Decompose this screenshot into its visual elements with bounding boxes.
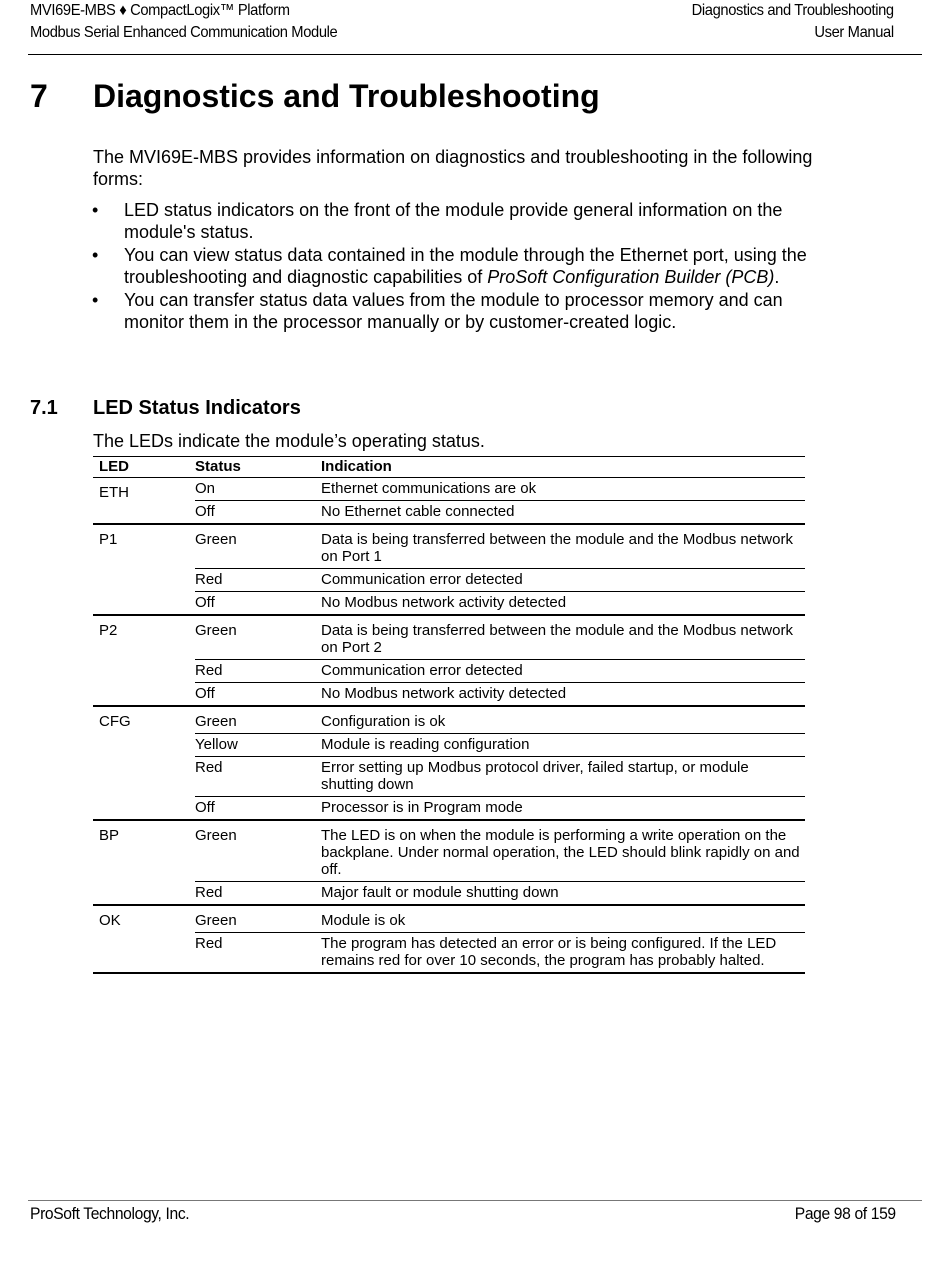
indication-cell: Configuration is ok (321, 706, 805, 734)
led-name-cell: P1 (93, 524, 195, 615)
indication-cell: Module is reading configuration (321, 734, 805, 757)
led-status-table (93, 456, 805, 974)
indication-cell: Module is ok (321, 905, 805, 933)
list-item (93, 289, 843, 333)
status-cell: Red (195, 757, 321, 797)
status-cell: Off (195, 685, 215, 702)
table-row (93, 501, 805, 525)
indication-cell: Communication error detected (321, 660, 805, 683)
intro-bullet-list (93, 199, 843, 333)
indication-cell: No Modbus network activity detected (321, 685, 567, 702)
list-item (93, 199, 843, 243)
header-doc-type: User Manual (814, 24, 894, 41)
status-cell: Off (195, 594, 215, 611)
section-intro: The LEDs indicate the module’s operating status. (93, 431, 485, 451)
bullet-text: You can view status data contained in the module through the Ethernet port, using the troubleshooting and diagnostic capabilities of (124, 245, 807, 287)
status-cell: Green (195, 615, 321, 660)
footer-company: ProSoft Technology, Inc. (30, 1204, 190, 1223)
chapter-title: Diagnostics and Troubleshooting (93, 78, 600, 114)
indication-cell: Data is being transferred between the module and the Modbus network on Port 1 (321, 524, 805, 569)
bullet-glyph: • (92, 290, 99, 310)
table-row (93, 683, 805, 707)
led-name-cell: ETH (93, 478, 195, 525)
indication-cell: Communication error detected (321, 569, 805, 592)
indication-cell: Major fault or module shutting down (321, 884, 559, 901)
led-name-cell: BP (93, 820, 195, 905)
indication-cell: Error setting up Modbus protocol driver, failed startup, or module shutting down (321, 757, 805, 797)
led-name-cell: P2 (93, 615, 195, 706)
table-row (93, 797, 805, 821)
table-row (93, 478, 805, 501)
table-header-row (93, 457, 805, 478)
table-row (93, 660, 805, 683)
header-chapter-name: Diagnostics and Troubleshooting (691, 2, 894, 19)
running-header-left (30, 0, 337, 44)
bullet-text-end: . (774, 267, 780, 287)
led-name-cell: OK (93, 905, 195, 973)
indication-cell: The program has detected an error or is being configured. If the LED remains red for over 10 seconds, the program has probably halted. (321, 933, 805, 974)
indication-cell: Ethernet communications are ok (321, 478, 805, 501)
product-name: ProSoft Configuration Builder (PCB) (487, 267, 775, 287)
table-row (93, 615, 805, 660)
status-cell: Red (195, 660, 321, 683)
list-item (93, 244, 843, 288)
intro-paragraph: The MVI69E-MBS provides information on diagnostics and troubleshooting in the following forms: (93, 147, 813, 189)
status-cell: Red (195, 933, 321, 974)
table-row (93, 882, 805, 906)
section-title: LED Status Indicators (93, 397, 301, 419)
section-number: 7.1 (30, 397, 58, 419)
table-row (93, 933, 805, 974)
table-body (93, 478, 805, 974)
table-row (93, 592, 805, 616)
header-module-name: Modbus Serial Enhanced Communication Module (30, 24, 338, 41)
table-row (93, 905, 805, 933)
bullet-text: You can transfer status data values from the module to processor memory and can monitor them in the processor manually or by customer-created logic. (124, 290, 783, 332)
column-header-status: Status (195, 457, 321, 478)
status-cell: Red (195, 884, 223, 901)
running-header-right (692, 0, 894, 44)
table-row (93, 820, 805, 882)
column-header-indication: Indication (321, 457, 805, 478)
page-number: Page 98 of 159 (795, 1204, 896, 1223)
table-row (93, 569, 805, 592)
status-cell: Green (195, 524, 321, 569)
column-header-led: LED (93, 457, 195, 478)
table-row (93, 757, 805, 797)
indication-cell: No Ethernet cable connected (321, 503, 515, 520)
status-cell: Green (195, 820, 321, 882)
footer-rule (28, 1200, 922, 1201)
chapter-number: 7 (30, 78, 48, 114)
table-row (93, 706, 805, 734)
header-rule (28, 54, 922, 55)
table-row (93, 734, 805, 757)
indication-cell: No Modbus network activity detected (321, 594, 567, 611)
indication-cell: Processor is in Program mode (321, 799, 523, 816)
chapter-intro (93, 146, 843, 334)
status-cell: Green (195, 905, 321, 933)
status-cell: Off (195, 503, 215, 520)
status-cell: Green (195, 706, 321, 734)
bullet-glyph: • (92, 245, 99, 265)
bullet-glyph: • (92, 200, 99, 220)
status-cell: On (195, 478, 321, 501)
led-name-cell: CFG (93, 706, 195, 820)
indication-cell: The LED is on when the module is performing a write operation on the backplane. Under normal operation, the LED should blink rapidly on and off. (321, 820, 805, 882)
indication-cell: Data is being transferred between the module and the Modbus network on Port 2 (321, 615, 805, 660)
table-row (93, 524, 805, 569)
status-cell: Off (195, 799, 215, 816)
status-cell: Red (195, 569, 321, 592)
header-product-line: MVI69E-MBS ♦ CompactLogix™ Platform (30, 2, 290, 19)
status-cell: Yellow (195, 734, 321, 757)
bullet-text: LED status indicators on the front of the module provide general information on the module's status. (124, 200, 783, 242)
